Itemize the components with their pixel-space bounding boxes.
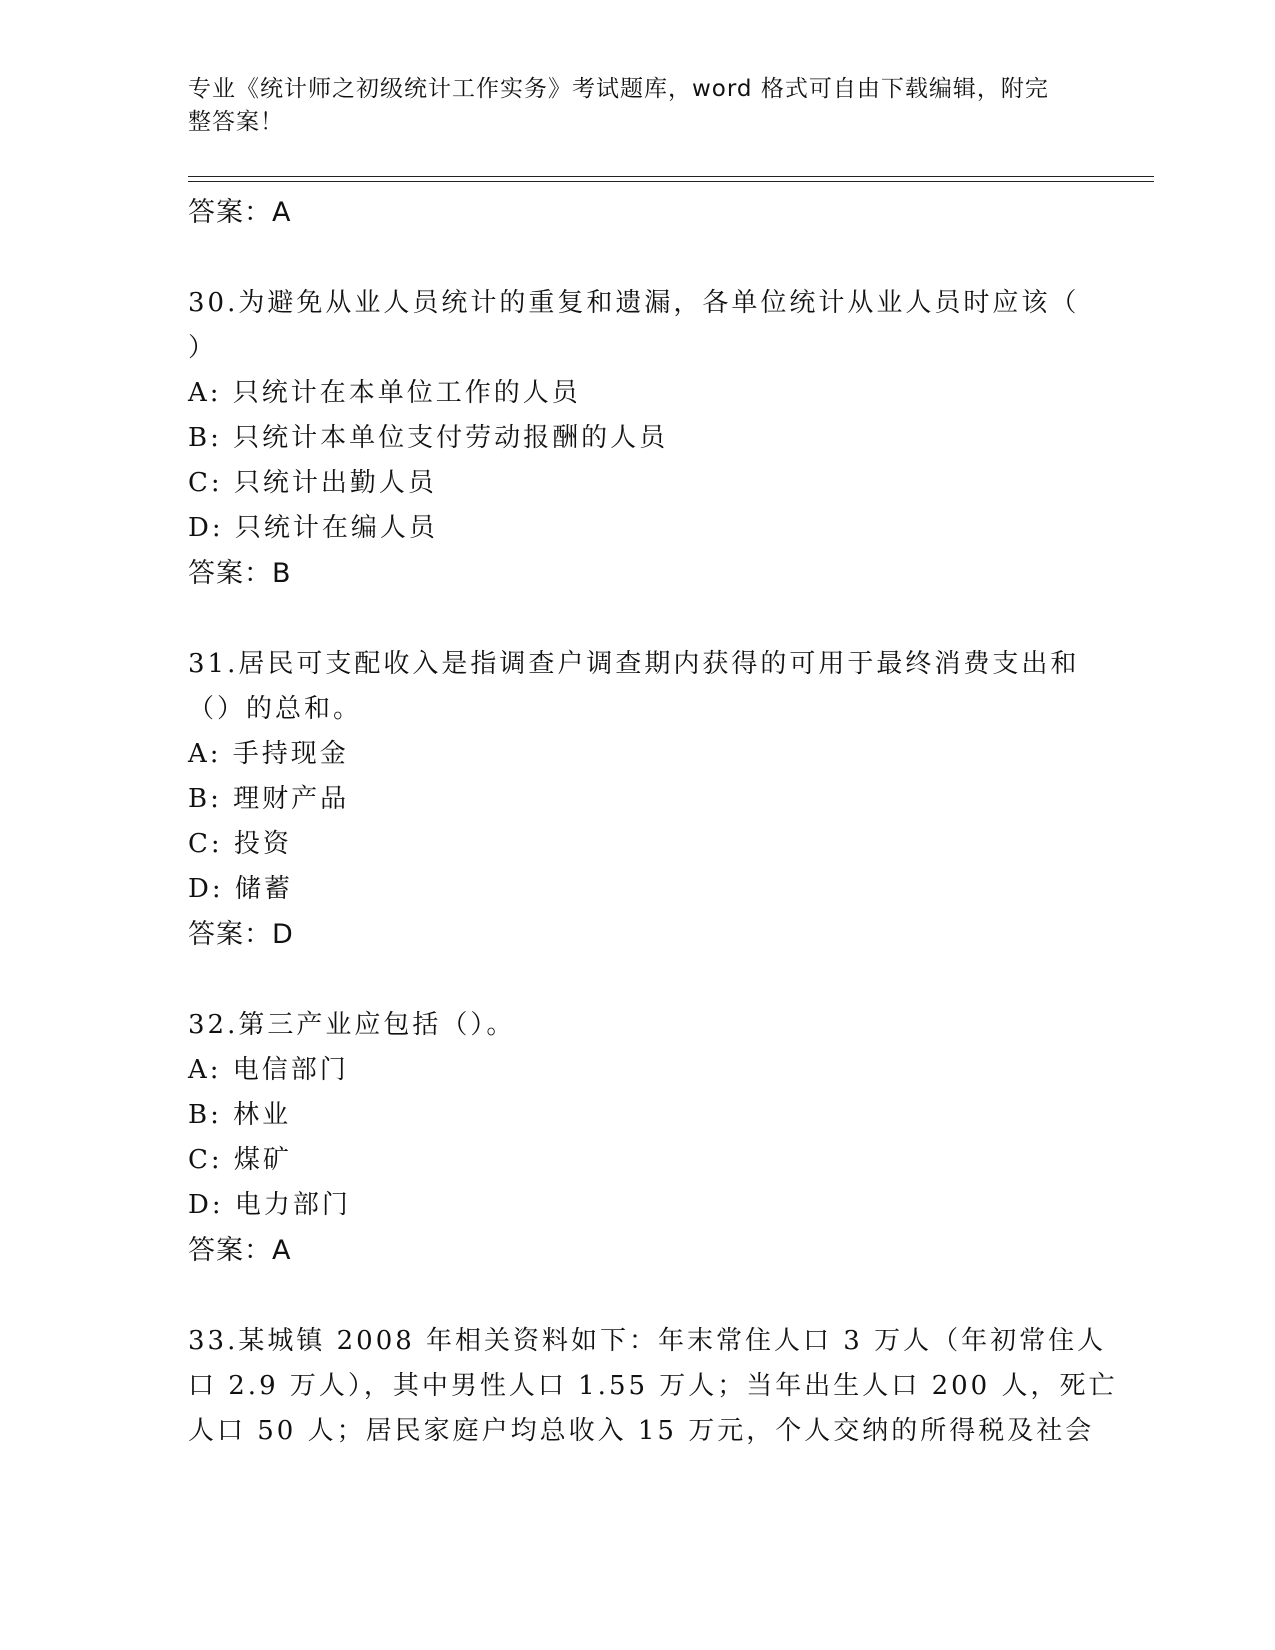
header-rule-bottom	[188, 181, 1154, 182]
option-d: D: 只统计在编人员	[188, 513, 438, 543]
option-b: B: 林业	[188, 1100, 292, 1130]
question-33	[188, 1319, 1118, 1454]
option-a: A: 只统计在本单位工作的人员	[188, 378, 581, 408]
document-header	[188, 73, 1078, 139]
question-stem-cont: 口 2.9 万人），其中男性人口 1.55 万人；当年出生人口 200 人，死亡	[188, 1371, 1118, 1401]
question-stem: 30.为避免从业人员统计的重复和遗漏，各单位统计从业人员时应该（	[188, 288, 1080, 318]
question-31	[188, 642, 1108, 957]
option-b: B: 只统计本单位支付劳动报酬的人员	[188, 423, 669, 453]
question-stem: 32.第三产业应包括（）。	[188, 1010, 516, 1040]
question-stem-cont: 人口 50 人；居民家庭户均总收入 15 万元，个人交纳的所得税及社会	[188, 1416, 1095, 1446]
option-a: A: 手持现金	[188, 739, 349, 769]
answer: 答案：D	[188, 919, 294, 950]
question-30	[188, 281, 1108, 596]
header-rule-top	[188, 176, 1154, 177]
header-line-2: 整答案！	[188, 109, 284, 135]
question-list	[188, 190, 1118, 1454]
option-d: D: 电力部门	[188, 1190, 351, 1220]
option-a: A: 电信部门	[188, 1055, 349, 1085]
question-stem-cont: ）	[188, 333, 218, 363]
option-d: D: 储蓄	[188, 874, 293, 904]
question-stem-cont: （）的总和。	[188, 694, 363, 724]
option-c: C: 只统计出勤人员	[188, 468, 437, 498]
question-stem: 33.某城镇 2008 年相关资料如下：年末常住人口 3 万人（年初常住人	[188, 1326, 1107, 1356]
header-line-1: 专业《统计师之初级统计工作实务》考试题库，word 格式可自由下载编辑，附完	[188, 76, 1049, 102]
answer-previous: 答案：A	[188, 197, 292, 228]
option-c: C: 投资	[188, 829, 292, 859]
option-b: B: 理财产品	[188, 784, 350, 814]
question-32	[188, 1003, 1108, 1273]
answer: 答案：A	[188, 1235, 292, 1266]
option-c: C: 煤矿	[188, 1145, 292, 1175]
answer: 答案：B	[188, 558, 292, 589]
question-stem: 31.居民可支配收入是指调查户调查期内获得的可用于最终消费支出和	[188, 649, 1080, 679]
